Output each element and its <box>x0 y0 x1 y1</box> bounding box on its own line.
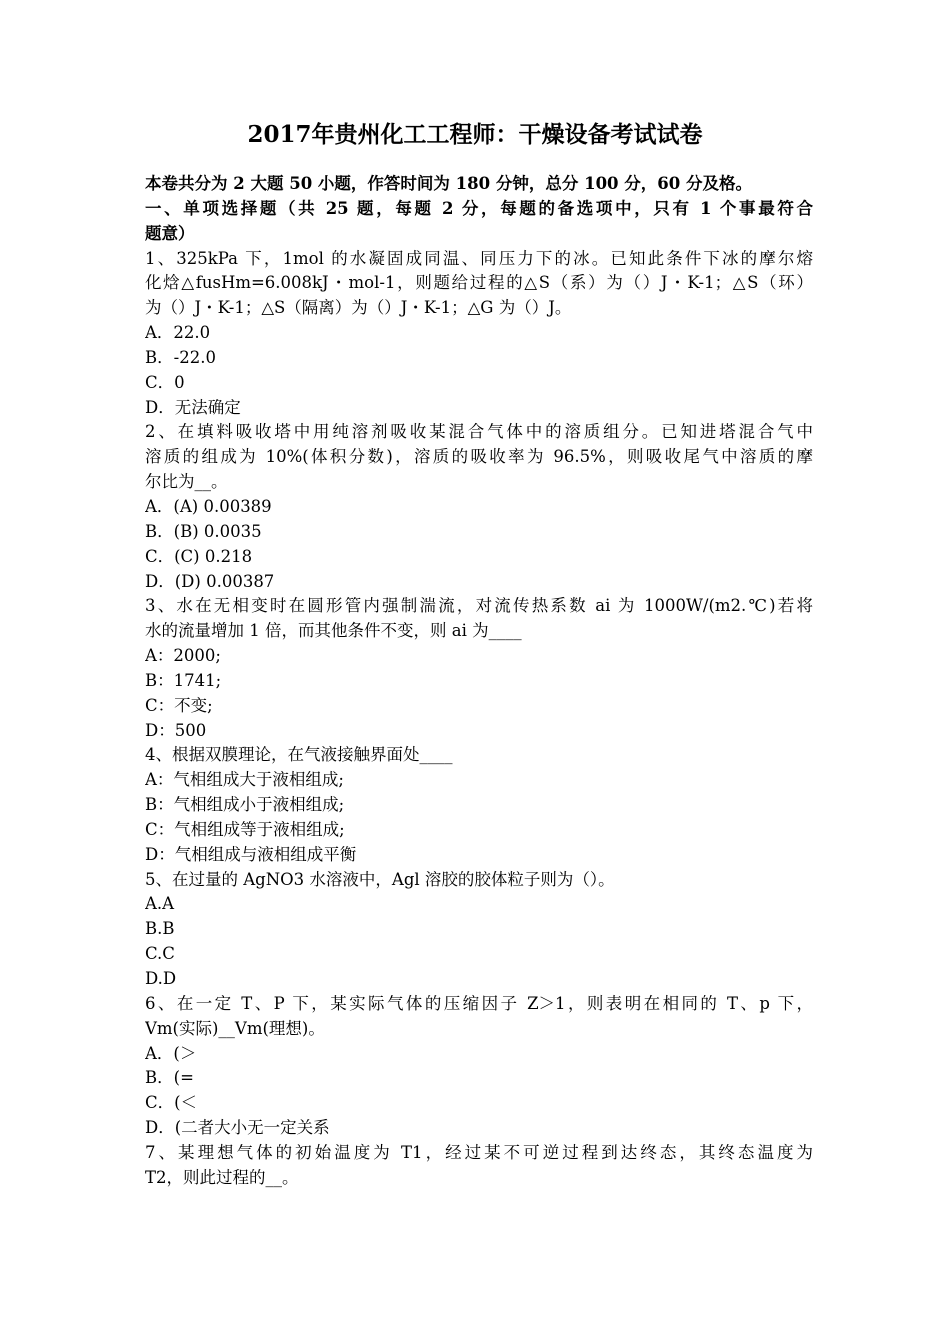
answer-option: C．0 <box>145 372 185 392</box>
answer-option: B.B <box>145 919 175 939</box>
question-1 <box>145 247 813 421</box>
question-stem-line: 1、325kPa 下，1mol 的水凝固成同温、同压力下的冰。已知此条件下冰的摩尔熔 <box>145 248 813 268</box>
question-stem-line: 水的流量增加 1 倍，而其他条件不变，则 ai 为____ <box>145 621 522 641</box>
answer-option: A.A <box>145 894 175 914</box>
answer-option: B．(B) 0.0035 <box>145 521 262 541</box>
answer-option: C．(＜ <box>145 1093 198 1113</box>
answer-option: D.D <box>145 969 177 988</box>
question-stem-line: 3、水在无相变时在圆形管内强制湍流，对流传热系数 ai 为 1000W/(m2.℃)若将 <box>145 596 813 616</box>
answer-option: D．(D) 0.00387 <box>145 571 275 591</box>
question-3 <box>145 594 813 743</box>
answer-option: B．(= <box>145 1068 194 1088</box>
question-stem-line: 溶质的组成为 10%(体积分数)，溶质的吸收率为 96.5%，则吸收尾气中溶质的摩 <box>145 447 813 467</box>
question-stem-line: 2、在填料吸收塔中用纯溶剂吸收某混合气体中的溶质组分。已知进塔混合气中 <box>145 422 813 442</box>
document-body <box>145 172 813 1191</box>
exam-intro: 本卷共分为 2 大题 50 小题，作答时间为 180 分钟，总分 100 分，60 分及格。 <box>145 174 752 193</box>
answer-option: B：1741; <box>145 670 222 690</box>
page-title: 2017年贵州化工工程师：干燥设备考试试卷 <box>247 121 703 148</box>
question-6 <box>145 992 813 1141</box>
question-stem-line: 为（）J・K-1；△S（隔离）为（）J・K-1；△G 为（）J。 <box>145 298 572 318</box>
section-header-line: 一、单项选择题（共 25 题，每题 2 分，每题的备选项中，只有 1 个事最符合 <box>145 198 813 218</box>
answer-option: D：气相组成与液相组成平衡 <box>145 844 357 864</box>
answer-option: D．(二者大小无一定关系 <box>145 1118 330 1138</box>
answer-option: C：不变; <box>145 695 213 715</box>
question-stem-line: Vm(实际)__Vm(理想)。 <box>145 1018 325 1038</box>
answer-option: C.C <box>145 944 175 964</box>
answer-option: A．22.0 <box>145 323 211 343</box>
answer-option: B：气相组成小于液相组成; <box>145 795 345 815</box>
answer-option: C．(C) 0.218 <box>145 546 253 566</box>
answer-option: D：500 <box>145 720 207 740</box>
answer-option: B．-22.0 <box>145 347 216 367</box>
question-4 <box>145 743 813 867</box>
question-2 <box>145 420 813 594</box>
question-7 <box>145 1141 813 1191</box>
section-header-line: 题意） <box>145 223 195 243</box>
question-stem-line: 4、根据双膜理论，在气液接触界面处____ <box>145 745 453 765</box>
question-stem-line: 5、在过量的 AgNO3 水溶液中，Agl 溶胶的胶体粒子则为（）。 <box>145 869 615 889</box>
answer-option: A．(A) 0.00389 <box>145 496 272 516</box>
question-stem-line: T2，则此过程的__。 <box>145 1167 299 1187</box>
question-5 <box>145 868 813 992</box>
question-stem-line: 7、某理想气体的初始温度为 T1，经过某不可逆过程到达终态，其终态温度为 <box>145 1142 813 1162</box>
answer-option: D．无法确定 <box>145 397 241 417</box>
answer-option: A：2000; <box>145 646 221 666</box>
answer-option: A．(＞ <box>145 1043 197 1063</box>
question-stem-line: 化焓△fusHm=6.008kJ・mol-1，则题给过程的△S（系）为（）J・K-1；△S（环） <box>145 273 813 293</box>
question-stem-line: 6、在一定 T、P 下，某实际气体的压缩因子 Z＞1，则表明在相同的 T、p 下， <box>145 993 813 1013</box>
question-stem-line: 尔比为__。 <box>145 472 228 492</box>
answer-option: C：气相组成等于液相组成; <box>145 819 345 839</box>
answer-option: A：气相组成大于液相组成; <box>145 770 344 790</box>
